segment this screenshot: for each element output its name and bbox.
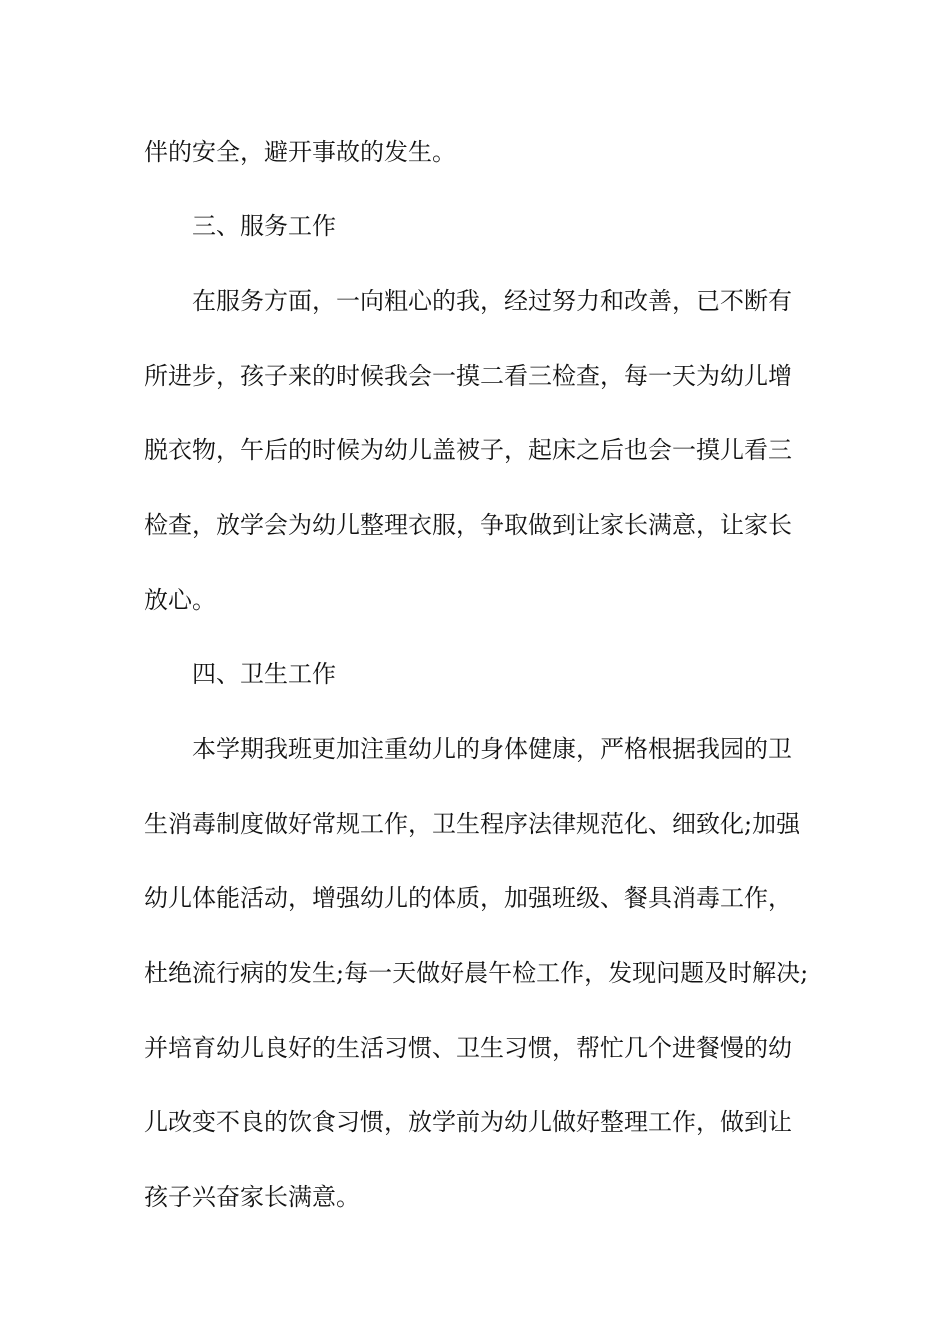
paragraph-line: 杜绝流行病的发生;每一天做好晨午检工作，发现问题及时解决; — [144, 959, 809, 987]
paragraph-line: 本学期我班更加注重幼儿的身体健康，严格根据我园的卫 — [192, 735, 792, 763]
paragraph-line: 儿改变不良的饮食习惯，放学前为幼儿做好整理工作，做到让 — [144, 1108, 792, 1136]
paragraph-line: 伴的安全，避开事故的发生。 — [144, 138, 456, 166]
section-heading: 三、服务工作 — [192, 212, 336, 240]
paragraph-line: 所进步，孩子来的时候我会一摸二看三检查，每一天为幼儿增 — [144, 362, 792, 390]
paragraph-line: 放心。 — [144, 586, 216, 614]
paragraph-line: 生消毒制度做好常规工作，卫生程序法律规范化、细致化;加强 — [144, 810, 801, 838]
paragraph-line: 并培育幼儿良好的生活习惯、卫生习惯，帮忙几个进餐慢的幼 — [144, 1034, 792, 1062]
paragraph-line: 脱衣物，午后的时候为幼儿盖被子，起床之后也会一摸儿看三 — [144, 436, 792, 464]
paragraph-line: 检查，放学会为幼儿整理衣服，争取做到让家长满意，让家长 — [144, 511, 792, 539]
paragraph-line: 在服务方面，一向粗心的我，经过努力和改善，已不断有 — [192, 287, 792, 315]
paragraph-line: 幼儿体能活动，增强幼儿的体质，加强班级、餐具消毒工作， — [144, 884, 792, 912]
section-heading: 四、卫生工作 — [192, 660, 336, 688]
paragraph-line: 孩子兴奋家长满意。 — [144, 1183, 360, 1211]
